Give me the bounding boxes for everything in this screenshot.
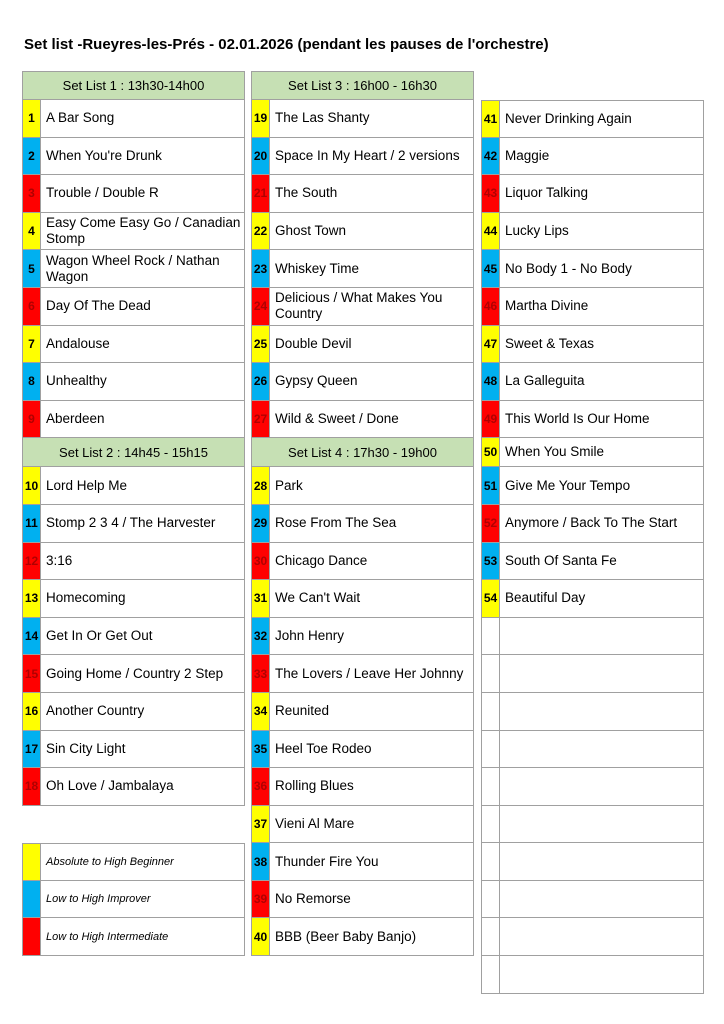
song-title: The Lovers / Leave Her Johnny <box>275 665 464 681</box>
song-number: 26 <box>252 363 270 400</box>
song-row <box>481 138 704 176</box>
empty-title-cell <box>500 806 703 843</box>
empty-number-cell <box>482 768 500 805</box>
song-number: 14 <box>23 618 41 655</box>
empty-row <box>481 918 704 956</box>
legend-row <box>22 918 245 956</box>
song-row <box>481 175 704 213</box>
song-row <box>251 288 474 326</box>
song-title: Get In Or Get Out <box>46 628 153 644</box>
song-number: 16 <box>23 693 41 730</box>
song-title: Andalouse <box>46 335 110 351</box>
song-number: 17 <box>23 731 41 768</box>
song-title: Martha Divine <box>505 298 589 314</box>
song-number: 35 <box>252 731 270 768</box>
song-number: 19 <box>252 100 270 137</box>
song-row <box>251 138 474 176</box>
song-row <box>251 213 474 251</box>
song-title: Heel Toe Rodeo <box>275 740 372 756</box>
song-number: 20 <box>252 138 270 175</box>
song-number: 27 <box>252 401 270 438</box>
song-title: Going Home / Country 2 Step <box>46 665 224 681</box>
song-row <box>251 175 474 213</box>
song-row <box>251 731 474 769</box>
empty-number-cell <box>482 881 500 918</box>
setlist-header: Set List 1 : 13h30-14h00 <box>22 71 245 100</box>
song-row <box>481 438 704 467</box>
song-title: South Of Santa Fe <box>505 552 617 568</box>
song-number: 29 <box>252 505 270 542</box>
song-number: 7 <box>23 326 41 363</box>
song-row <box>251 326 474 364</box>
song-row <box>22 731 245 769</box>
song-title: Beautiful Day <box>505 590 586 606</box>
legend-label: Low to High Improver <box>46 893 151 906</box>
song-number: 48 <box>482 363 500 400</box>
song-title: Reunited <box>275 703 330 719</box>
song-title: 3:16 <box>46 552 73 568</box>
song-row <box>22 326 245 364</box>
song-row <box>22 213 245 251</box>
song-title: Stomp 2 3 4 / The Harvester <box>46 515 216 531</box>
song-row <box>481 288 704 326</box>
blank-gap <box>22 806 245 844</box>
song-number: 6 <box>23 288 41 325</box>
song-row <box>22 175 245 213</box>
song-number: 40 <box>252 918 270 955</box>
empty-title-cell <box>500 918 703 955</box>
song-title: John Henry <box>275 628 345 644</box>
legend-label: Absolute to High Beginner <box>46 856 174 869</box>
song-number: 38 <box>252 843 270 880</box>
song-number: 31 <box>252 580 270 617</box>
empty-number-cell <box>482 618 500 655</box>
song-number: 15 <box>23 655 41 692</box>
song-title: When You Smile <box>505 444 605 460</box>
song-number: 11 <box>23 505 41 542</box>
song-title: No Remorse <box>275 891 351 907</box>
song-row <box>22 618 245 656</box>
song-row <box>22 543 245 581</box>
song-number: 1 <box>23 100 41 137</box>
song-number: 52 <box>482 505 500 542</box>
song-row <box>251 843 474 881</box>
empty-number-cell <box>482 693 500 730</box>
song-title: Ghost Town <box>275 223 347 239</box>
empty-number-cell <box>482 956 500 993</box>
song-row <box>251 467 474 505</box>
song-row <box>251 505 474 543</box>
empty-title-cell <box>500 655 703 692</box>
song-row <box>251 580 474 618</box>
song-number: 21 <box>252 175 270 212</box>
empty-row <box>481 655 704 693</box>
song-number: 39 <box>252 881 270 918</box>
legend-row <box>22 843 245 881</box>
empty-number-cell <box>482 918 500 955</box>
empty-row <box>481 731 704 769</box>
song-row <box>22 768 245 806</box>
song-title: Easy Come Easy Go / Canadian Stomp <box>46 215 241 247</box>
song-title: Vieni Al Mare <box>275 815 355 831</box>
setlist-header: Set List 2 : 14h45 - 15h15 <box>22 438 245 467</box>
song-number: 25 <box>252 326 270 363</box>
song-title: Delicious / What Makes You Country <box>275 290 443 322</box>
song-title: Gypsy Queen <box>275 373 358 389</box>
empty-title-cell <box>500 731 703 768</box>
song-row <box>481 401 704 439</box>
song-row <box>22 655 245 693</box>
legend-label: Low to High Intermediate <box>46 930 169 943</box>
song-number: 12 <box>23 543 41 580</box>
song-title: No Body 1 - No Body <box>505 260 632 276</box>
song-row <box>251 363 474 401</box>
song-row <box>481 467 704 505</box>
song-title: Unhealthy <box>46 373 107 389</box>
song-row <box>251 881 474 919</box>
empty-row <box>481 806 704 844</box>
song-number: 3 <box>23 175 41 212</box>
song-title: Liquor Talking <box>505 185 589 201</box>
song-title: Oh Love / Jambalaya <box>46 778 174 794</box>
empty-title-cell <box>500 768 703 805</box>
song-number: 10 <box>23 467 41 504</box>
song-row <box>22 505 245 543</box>
song-number: 9 <box>23 401 41 438</box>
song-row <box>251 401 474 439</box>
legend-swatch <box>23 918 41 955</box>
song-row <box>22 363 245 401</box>
legend-swatch <box>23 844 41 880</box>
song-title: Trouble / Double R <box>46 185 159 201</box>
empty-number-cell <box>482 843 500 880</box>
song-title: When You're Drunk <box>46 147 162 163</box>
song-title: Rolling Blues <box>275 778 354 794</box>
empty-row <box>481 618 704 656</box>
song-row <box>251 618 474 656</box>
song-number: 54 <box>482 580 500 617</box>
song-row <box>22 580 245 618</box>
setlist-header: Set List 4 : 17h30 - 19h00 <box>251 438 474 467</box>
song-row <box>251 543 474 581</box>
setlist-column-3 <box>481 71 704 994</box>
song-row <box>22 467 245 505</box>
song-title: Whiskey Time <box>275 260 360 276</box>
empty-title-cell <box>500 693 703 730</box>
song-number: 2 <box>23 138 41 175</box>
song-number: 44 <box>482 213 500 250</box>
song-title: La Galleguita <box>505 373 585 389</box>
song-row <box>481 363 704 401</box>
empty-row <box>481 843 704 881</box>
empty-title-cell <box>500 881 703 918</box>
song-row <box>251 768 474 806</box>
song-title: Anymore / Back To The Start <box>505 515 678 531</box>
song-number: 18 <box>23 768 41 805</box>
song-number: 49 <box>482 401 500 438</box>
song-row <box>22 693 245 731</box>
song-title: Rose From The Sea <box>275 515 397 531</box>
song-number: 53 <box>482 543 500 580</box>
song-row <box>251 693 474 731</box>
column-top-spacer <box>481 71 704 100</box>
song-number: 23 <box>252 250 270 287</box>
song-row <box>481 213 704 251</box>
song-title: Give Me Your Tempo <box>505 477 631 493</box>
empty-title-cell <box>500 843 703 880</box>
song-title: Wagon Wheel Rock / Nathan Wagon <box>46 252 220 284</box>
song-number: 13 <box>23 580 41 617</box>
song-row <box>251 655 474 693</box>
empty-number-cell <box>482 806 500 843</box>
song-row <box>481 505 704 543</box>
song-number: 24 <box>252 288 270 325</box>
song-number: 42 <box>482 138 500 175</box>
song-number: 45 <box>482 250 500 287</box>
song-row <box>251 100 474 138</box>
song-number: 33 <box>252 655 270 692</box>
song-row <box>481 250 704 288</box>
song-row <box>481 580 704 618</box>
song-title: The Las Shanty <box>275 110 370 126</box>
song-title: Lucky Lips <box>505 223 569 239</box>
song-title: Sin City Light <box>46 740 126 756</box>
setlist-header: Set List 3 : 16h00 - 16h30 <box>251 71 474 100</box>
song-row <box>251 250 474 288</box>
song-title: Wild & Sweet / Done <box>275 411 399 427</box>
song-row <box>22 288 245 326</box>
song-title: Space In My Heart / 2 versions <box>275 147 460 163</box>
song-row <box>22 250 245 288</box>
song-number: 22 <box>252 213 270 250</box>
song-number: 46 <box>482 288 500 325</box>
song-row <box>251 918 474 956</box>
page-title: Set list -Rueyres-les-Prés - 02.01.2026 (pendant les pauses de l'orchestre) <box>24 36 549 53</box>
song-title: Homecoming <box>46 590 126 606</box>
song-number: 43 <box>482 175 500 212</box>
song-number: 4 <box>23 213 41 250</box>
legend-row <box>22 881 245 919</box>
song-number: 37 <box>252 806 270 843</box>
song-number: 47 <box>482 326 500 363</box>
song-title: Chicago Dance <box>275 552 368 568</box>
song-number: 50 <box>482 438 500 466</box>
song-title: Double Devil <box>275 335 352 351</box>
empty-row <box>481 768 704 806</box>
song-title: Thunder Fire You <box>275 853 379 869</box>
song-title: BBB (Beer Baby Banjo) <box>275 928 417 944</box>
song-row <box>481 326 704 364</box>
song-row <box>22 401 245 439</box>
song-title: We Can't Wait <box>275 590 361 606</box>
setlist-column-1 <box>22 71 245 956</box>
song-number: 5 <box>23 250 41 287</box>
song-number: 41 <box>482 101 500 137</box>
song-title: This World Is Our Home <box>505 411 650 427</box>
song-title: A Bar Song <box>46 110 115 126</box>
song-title: Maggie <box>505 147 550 163</box>
empty-number-cell <box>482 731 500 768</box>
song-title: Park <box>275 477 303 493</box>
song-number: 8 <box>23 363 41 400</box>
song-number: 28 <box>252 467 270 504</box>
empty-number-cell <box>482 655 500 692</box>
song-number: 51 <box>482 467 500 504</box>
song-title: Never Drinking Again <box>505 110 632 126</box>
empty-row <box>481 693 704 731</box>
empty-title-cell <box>500 618 703 655</box>
song-number: 32 <box>252 618 270 655</box>
song-number: 34 <box>252 693 270 730</box>
song-row <box>251 806 474 844</box>
song-title: Another Country <box>46 703 145 719</box>
empty-row <box>481 956 704 994</box>
song-title: Lord Help Me <box>46 477 128 493</box>
song-row <box>22 100 245 138</box>
song-title: Sweet & Texas <box>505 335 595 351</box>
setlist-column-2 <box>251 71 474 956</box>
song-number: 30 <box>252 543 270 580</box>
song-number: 36 <box>252 768 270 805</box>
song-title: Aberdeen <box>46 411 105 427</box>
song-title: Day Of The Dead <box>46 298 151 314</box>
song-row <box>22 138 245 176</box>
song-row <box>481 100 704 138</box>
song-title: The South <box>275 185 338 201</box>
legend-swatch <box>23 881 41 918</box>
song-row <box>481 543 704 581</box>
empty-title-cell <box>500 956 703 993</box>
empty-row <box>481 881 704 919</box>
